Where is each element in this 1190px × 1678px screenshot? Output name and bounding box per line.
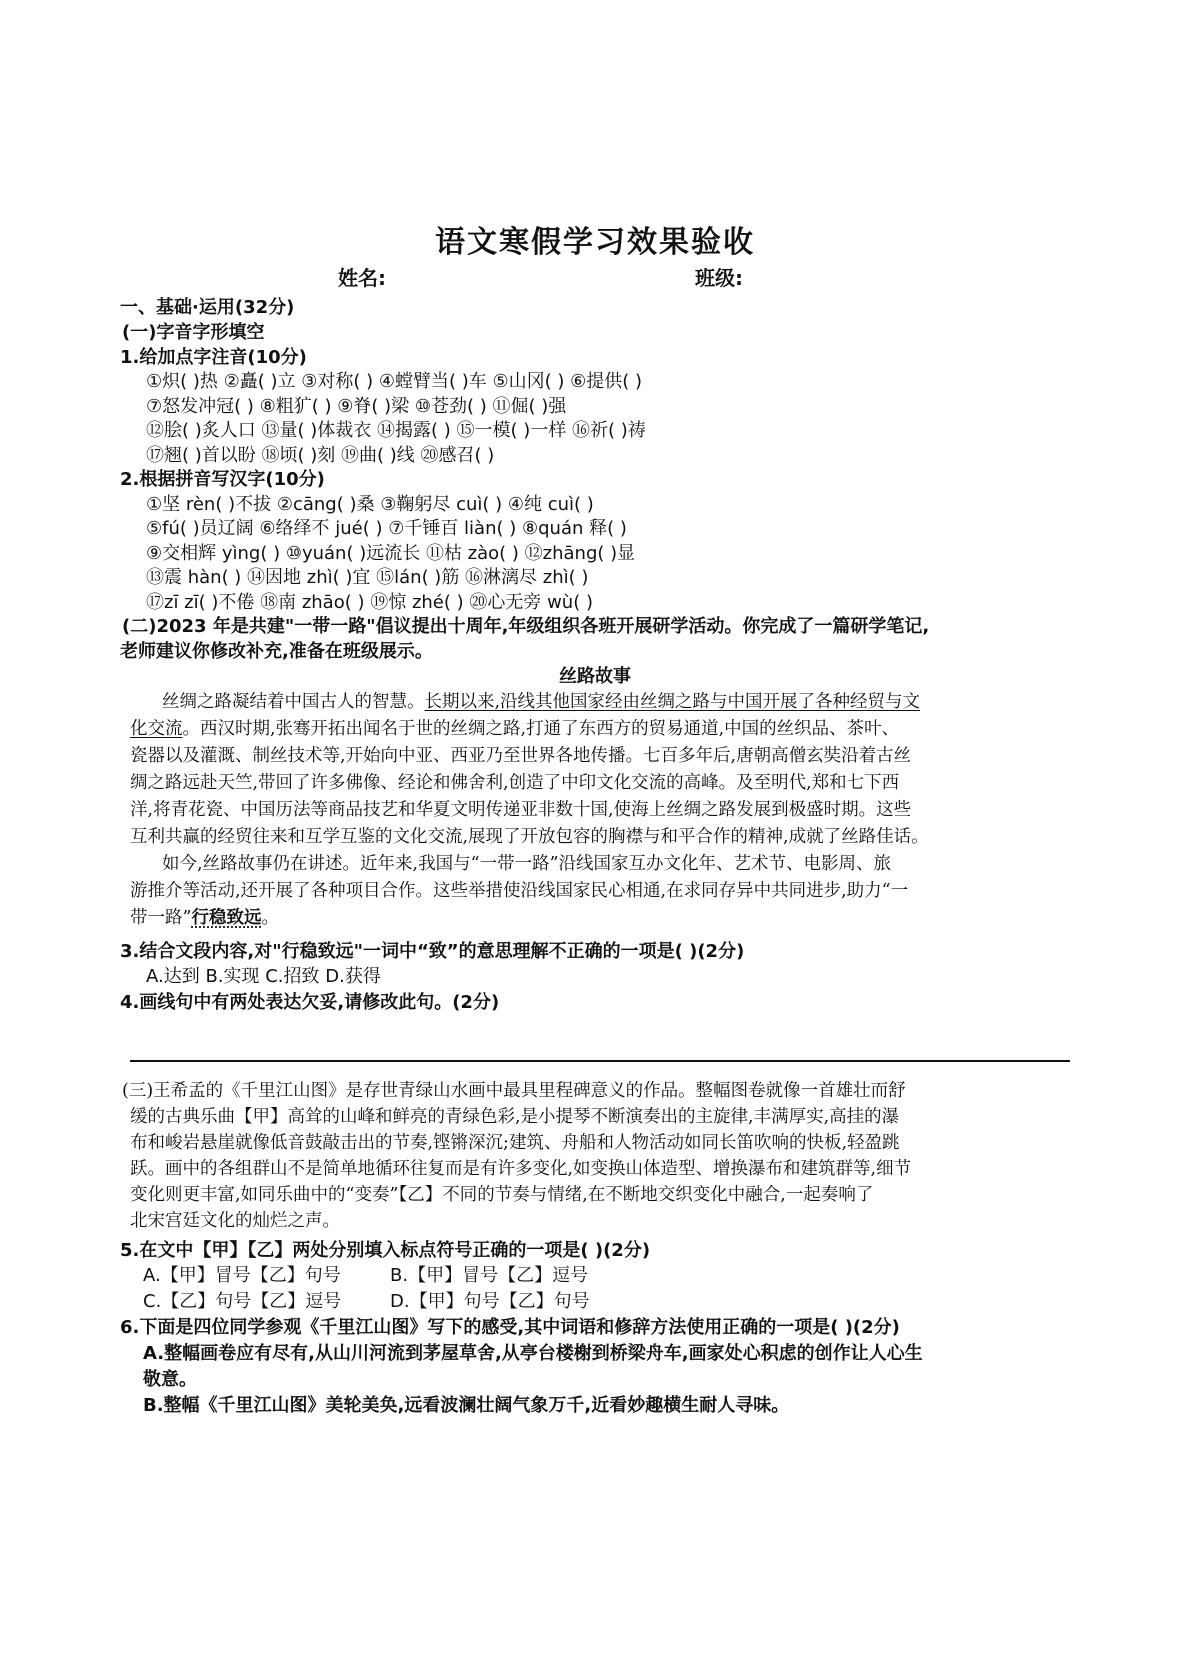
- passage-title: 丝路故事: [559, 666, 631, 687]
- dotted-phrase: 行稳致远: [191, 908, 262, 928]
- q5-option: B.【甲】冒号【乙】逗号: [390, 1265, 589, 1286]
- q5-option: C.【乙】句号【乙】逗号: [143, 1291, 342, 1312]
- subsection-heading: (一)字音字形填空: [122, 322, 265, 343]
- section2-intro: 老师建议你修改补充,准备在班级展示。: [120, 641, 433, 662]
- class-label: 班级:: [695, 266, 743, 290]
- question-2-label: 2.根据拼音写汉字(10分): [120, 469, 325, 490]
- passage-text: 丝绸之路凝结着中国古人的智慧。: [162, 692, 425, 712]
- passage-line: 绸之路远赴天竺,带回了许多佛像、经论和佛舍利,创造了中印文化交流的高峰。及至明代,郑和七下西: [130, 773, 900, 793]
- passage-line: 缓的古典乐曲【甲】高耸的山峰和鲜亮的青绿色彩,是小提琴不断演奏出的主旋律,丰满厚实,高挂的瀑: [130, 1107, 900, 1127]
- passage-line: 互利共赢的经贸往来和互学互鉴的文化交流,展现了开放包容的胸襟与和平合作的精神,成就了丝路佳话。: [130, 827, 929, 847]
- page-title: 语文寒假学习效果验收: [435, 225, 755, 260]
- q2-row: ⑰zī zī( )不倦 ⑱南 zhāo( ) ⑲惊 zhé( ) ⑳心无旁 wù( ): [146, 592, 593, 613]
- section-heading: 一、基础·运用(32分): [120, 297, 295, 318]
- q6-option-a: 敬意。: [143, 1369, 197, 1390]
- q2-row: ⑬震 hàn( ) ⑭因地 zhì( )宜 ⑮lán( )筋 ⑯淋漓尽 zhì( ): [146, 567, 589, 588]
- q1-row: ⑫脍( )炙人口 ⑬量( )体裁衣 ⑭揭露( ) ⑮一模( )一样 ⑯祈( )祷: [146, 420, 646, 441]
- passage-line: [130, 715, 1060, 740]
- section2-intro: (二)2023 年是共建"一带一路"倡议提出十周年,年级组织各班开展研学活动。你完成了一篇研学笔记,: [122, 616, 930, 637]
- question-5-label: 5.在文中【甲】【乙】两处分别填入标点符号正确的一项是( )(2分): [120, 1240, 651, 1261]
- question-6-label: 6.下面是四位同学参观《千里江山图》写下的感受,其中词语和修辞方法使用正确的一项是( )(2分): [120, 1317, 900, 1338]
- passage-line: [130, 904, 1060, 929]
- passage-line: 布和峻岩悬崖就像低音鼓敲击出的节奏,铿锵深沉;建筑、舟船和人物活动如同长笛吹响的快板,轻盈跳: [130, 1133, 900, 1153]
- passage-line: 瓷器以及灌溉、制丝技术等,开始向中亚、西亚乃至世界各地传播。七百多年后,唐朝高僧玄奘沿着古丝: [130, 746, 912, 766]
- passage-line: 游推介等活动,还开展了各种项目合作。这些举措使沿线国家民心相通,在求同存异中共同进步,助力“一: [130, 881, 909, 901]
- q5-option: D.【甲】句号【乙】句号: [390, 1291, 590, 1312]
- passage-text: 。西汉时期,张骞开拓出闻名于世的丝绸之路,打通了东西方的贸易通道,中国的丝织品、茶叶、: [182, 719, 900, 739]
- passage-line: 变化则更丰富,如同乐曲中的“变奏”【乙】不同的节奏与情绪,在不断地交织变化中融合,一起奏响了: [130, 1185, 874, 1205]
- passage-line: 跃。画中的各组群山不是简单地循环往复而是有许多变化,如变换山体造型、增换瀑布和建筑群等,细节: [130, 1159, 912, 1179]
- passage-line: [162, 688, 1092, 713]
- question-1-label: 1.给加点字注音(10分): [120, 347, 307, 368]
- q2-row: ⑨交相辉 yìng( ) ⑩yuán( )远流长 ⑪枯 zào( ) ⑫zhāng( )显: [146, 543, 636, 564]
- q2-row: ①坚 rèn( )不拔 ②cāng( )桑 ③鞠躬尽 cuì( ) ④纯 cuì( ): [146, 494, 594, 515]
- underlined-sentence: 长期以来,沿线其他国家经由丝绸之路与中国开展了各种经贸与文: [424, 692, 921, 712]
- question-3-label: 3.结合文段内容,对"行稳致远"一词中“致”的意思理解不正确的一项是( )(2分): [120, 941, 745, 962]
- passage-text: 。: [261, 908, 279, 928]
- q1-row: ⑦怒发冲冠( ) ⑧粗犷( ) ⑨脊( )梁 ⑩苍劲( ) ⑪倔( )强: [146, 396, 567, 417]
- passage-text: 带一路”: [130, 908, 192, 928]
- underlined-sentence: 化交流: [130, 719, 183, 739]
- passage-line: 洋,将青花瓷、中国历法等商品技艺和华夏文明传递亚非数十国,使海上丝绸之路发展到极盛时期。这些: [130, 800, 912, 820]
- q6-option-b: B.整幅《千里江山图》美轮美奂,远看波澜壮阔气象万千,近看妙趣横生耐人寻味。: [143, 1395, 790, 1416]
- question-4-label: 4.画线句中有两处表达欠妥,请修改此句。(2分): [120, 992, 500, 1013]
- passage-line: 北宋宫廷文化的灿烂之声。: [130, 1211, 340, 1231]
- answer-line: [130, 1060, 1070, 1062]
- q1-row: ⑰翘( )首以盼 ⑱顷( )刻 ⑲曲( )线 ⑳感召( ): [146, 445, 495, 466]
- question-3-options: A.达到 B.实现 C.招致 D.获得: [146, 966, 381, 987]
- q1-row: ①炽( )热 ②矗( )立 ③对称( ) ④螳臂当( )车 ⑤山冈( ) ⑥提供( ): [146, 371, 643, 392]
- q2-row: ⑤fú( )员辽阔 ⑥络绎不 jué( ) ⑦千锤百 liàn( ) ⑧quán 释( ): [146, 518, 627, 539]
- passage-line: (三)王希孟的《千里江山图》是存世青绿山水画中最具里程碑意义的作品。整幅图卷就像一首雄壮而舒: [122, 1081, 906, 1101]
- name-label: 姓名:: [338, 266, 386, 290]
- q6-option-a: A.整幅画卷应有尽有,从山川河流到茅屋草舍,从亭台楼榭到桥梁舟车,画家处心积虑的创作让人心生: [143, 1343, 923, 1364]
- q5-option: A.【甲】冒号【乙】句号: [143, 1265, 341, 1286]
- passage-line: 如今,丝路故事仍在讲述。近年来,我国与“一带一路”沿线国家互办文化年、艺术节、电影周、旅: [162, 854, 892, 874]
